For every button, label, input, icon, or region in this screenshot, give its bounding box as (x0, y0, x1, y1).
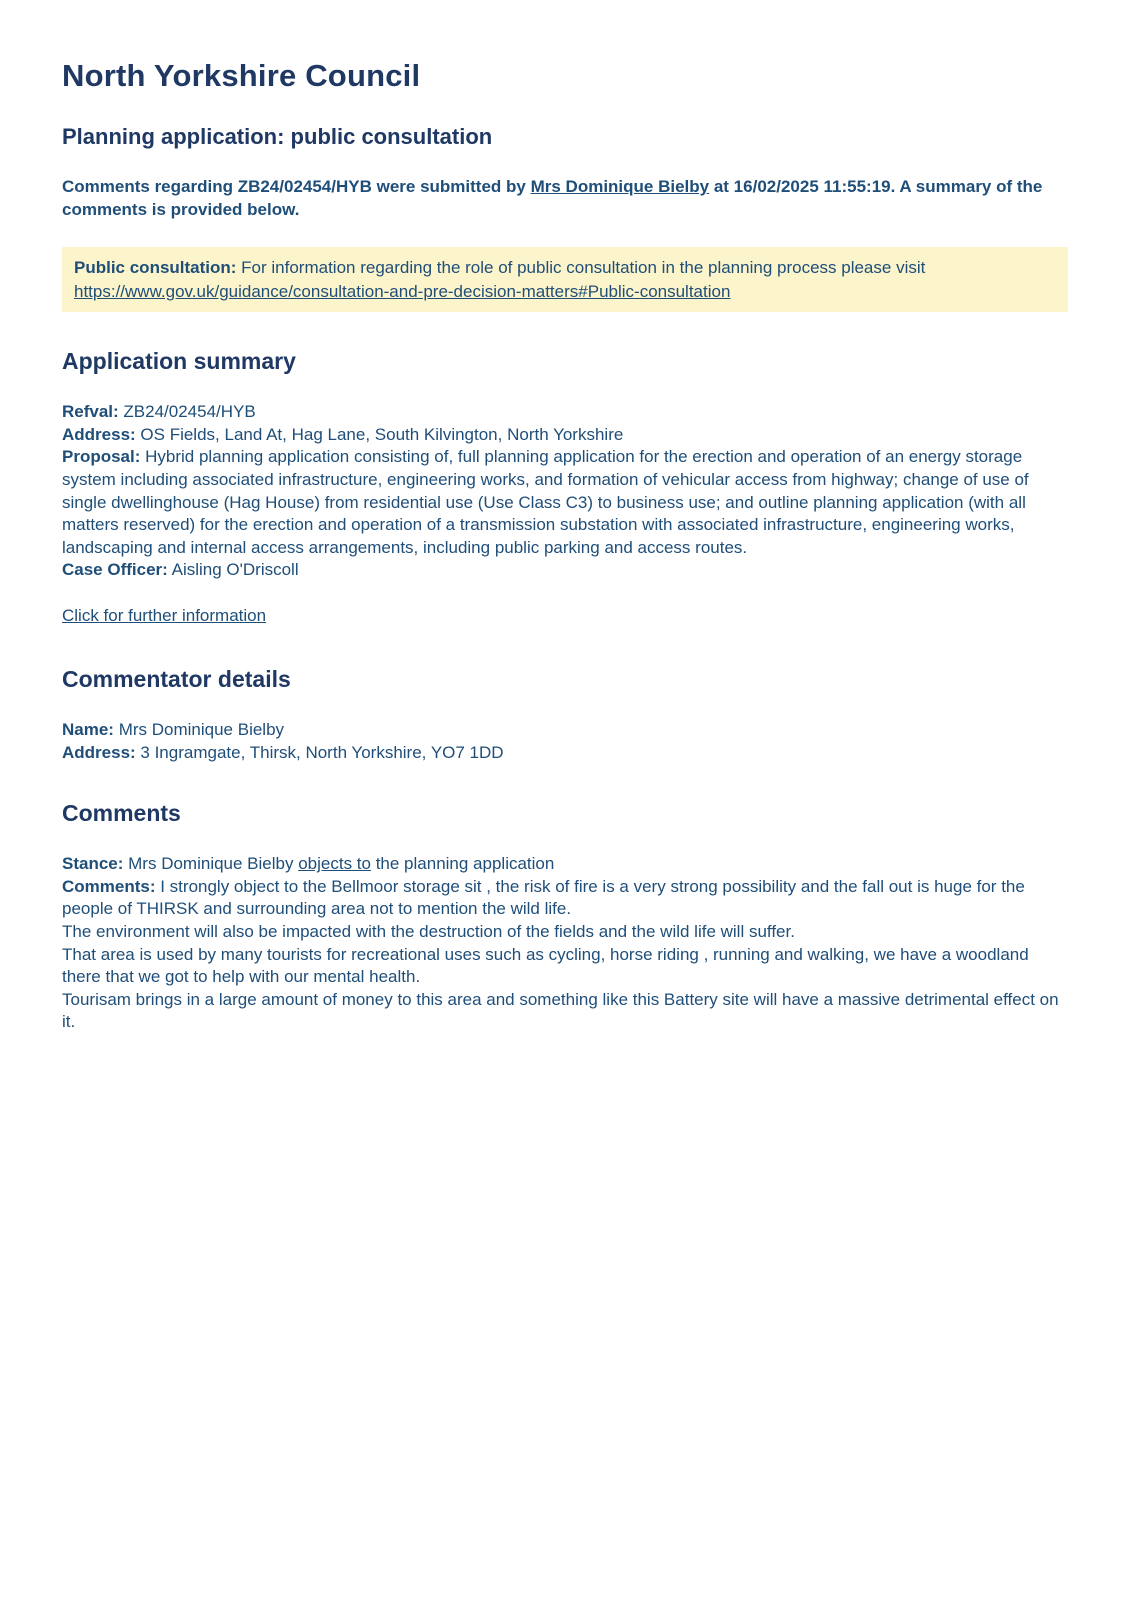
public-consultation-notice (62, 247, 1068, 312)
stance-line (62, 853, 1068, 876)
commentator-name-value: Mrs Dominique Bielby (113, 720, 285, 739)
comment-line: Tourisam brings in a large amount of money to this area and something like this Battery site will have a massive detrimental effect on it. (62, 989, 1059, 1032)
comment-first-line (62, 876, 1068, 921)
case-officer-value: Aisling O'Driscoll (167, 560, 299, 580)
page-subtitle: Planning application: public consultation (62, 124, 493, 149)
comments-label: Comments: (62, 876, 156, 896)
page-title: North Yorkshire Council (62, 58, 421, 93)
comments-block (62, 853, 1068, 1034)
site-address-label: Address: (62, 424, 136, 444)
application-summary-heading: Application summary (62, 348, 296, 375)
notice-text: For information regarding the role of public consultation in the planning process please visit (236, 258, 926, 278)
refval-label: Refval: (62, 402, 119, 422)
stance-label: Stance: (62, 854, 124, 874)
stance-post: the planning application (370, 854, 555, 874)
application-summary-block (62, 401, 1068, 582)
commentator-address-label: Address: (62, 742, 136, 762)
intro-text-1: Comments regarding ZB24/02454/HYB were submitted by (62, 177, 531, 196)
case-officer-line (62, 559, 1068, 582)
refval-line (62, 401, 1068, 424)
comment-line: The environment will also be impacted with the destruction of the fields and the wild life will suffer. (62, 922, 795, 942)
stance-pre: Mrs Dominique Bielby (123, 854, 299, 874)
intro-text-2: at 16/02/2025 11:55:19. A summary of the comments is provided below. (62, 177, 1043, 219)
consultation-guidance-link[interactable]: https://www.gov.uk/guidance/consultation-and-pre-decision-matters#Public-consultation (74, 281, 731, 301)
proposal-label: Proposal: (62, 447, 141, 467)
proposal-value: Hybrid planning application consisting of, full planning application for the erection and operation of an energy storage system including associated infrastructure, engineering works, and formation of vehicular access from highway; change of use of single dwellinghouse (Hag House) from residential use (Use Class C3) to business use; and outline planning application (with all matters reserved) for the erection and operation of a transmission substation with associated infrastructure, engineering works, landscaping and internal access arrangements, including public parking and access routes. (62, 447, 1029, 557)
site-address-line (62, 424, 1068, 447)
objects-to-link[interactable]: objects to (298, 854, 371, 874)
case-officer-label: Case Officer: (62, 560, 168, 580)
commentator-name-line (62, 719, 1068, 742)
commentator-name-label: Name: (62, 720, 114, 739)
site-address-value: OS Fields, Land At, Hag Lane, South Kilvington, North Yorkshire (135, 424, 624, 444)
proposal-line (62, 446, 1068, 559)
notice-label: Public consultation: (74, 258, 237, 278)
commentator-name-link[interactable]: Mrs Dominique Bielby (530, 177, 710, 196)
comments-heading: Comments (62, 800, 181, 827)
further-information-link[interactable]: Click for further information (62, 606, 267, 625)
commentator-details-heading: Commentator details (62, 666, 291, 692)
comment-first-text: I strongly object to the Bellmoor storage sit , the risk of fire is a very strong possibility and the fall out is huge for the people of THIRSK and surrounding area not to mention the wild life. (62, 876, 1025, 919)
commentator-address-value: 3 Ingramgate, Thirsk, North Yorkshire, YO7 1DD (135, 742, 504, 762)
refval-value: ZB24/02454/HYB (118, 402, 256, 422)
commentator-address-line (62, 742, 1068, 765)
intro-paragraph (62, 176, 1068, 221)
commentator-details-block (62, 719, 1068, 764)
comment-line: That area is used by many tourists for recreational uses such as cycling, horse riding , running and walking, we have a woodland there that we got to help with our mental health. (62, 944, 1029, 987)
